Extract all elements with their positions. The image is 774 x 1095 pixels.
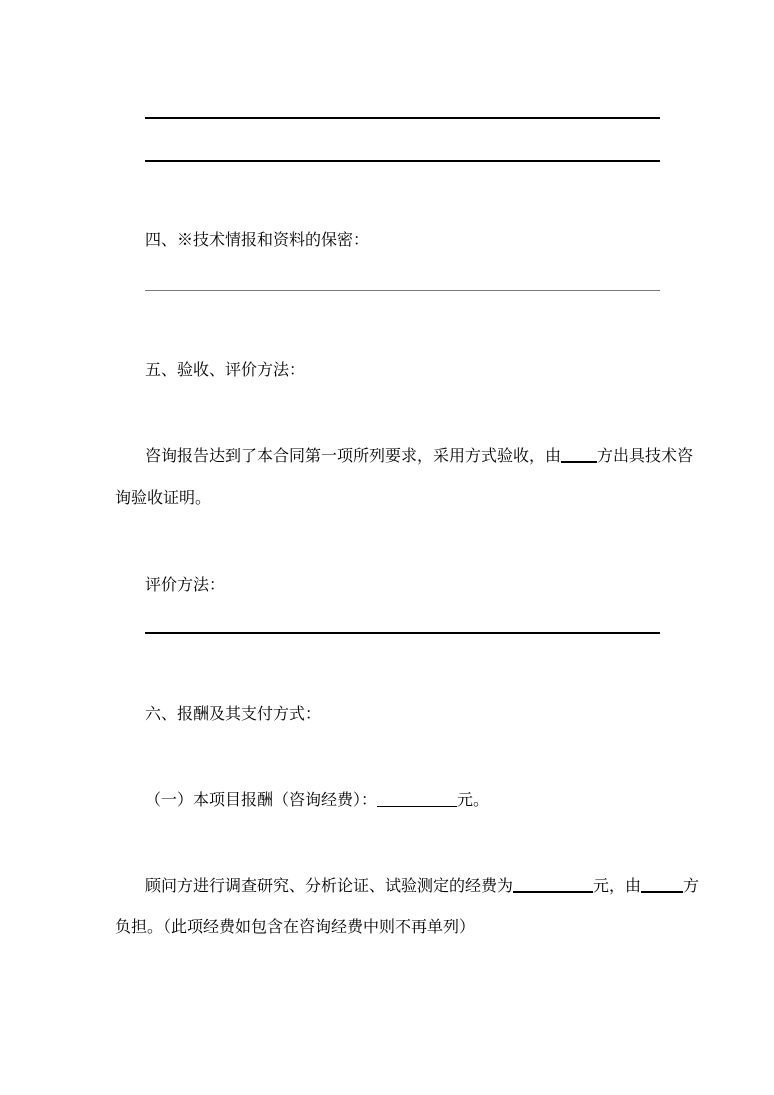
blank-field [641, 875, 683, 893]
fill-in-line [145, 160, 660, 162]
text: 方 [683, 876, 700, 895]
section-6-heading: 六、报酬及其支付方式： [145, 704, 322, 723]
text: 元。 [457, 790, 490, 809]
expense-paragraph-line-2: 负担。（此项经费如包含在咨询经费中则不再单列） [115, 917, 476, 936]
section-5-heading: 五、验收、评价方法： [145, 360, 306, 379]
text: 咨询报告达到了本合同第一项所列要求，采用方式验收，由 [145, 446, 562, 465]
fill-in-line [145, 117, 660, 119]
acceptance-paragraph-line-1 [145, 445, 693, 467]
evaluation-label: 评价方法： [145, 575, 226, 594]
fill-in-line [145, 632, 660, 634]
blank-field [561, 445, 597, 463]
blank-field [377, 790, 457, 807]
text: （一）本项目报酬（咨询经费）： [145, 790, 378, 809]
fill-in-line [145, 290, 660, 291]
fee-item-1 [145, 789, 489, 811]
blank-field [513, 875, 593, 893]
text: 元，由 [593, 876, 642, 895]
acceptance-paragraph-line-2: 询验收证明。 [115, 488, 212, 507]
section-4-heading: 四、※技术情报和资料的保密： [145, 230, 370, 249]
text: 顾问方进行调查研究、分析论证、试验测定的经费为 [145, 876, 514, 895]
expense-paragraph-line-1 [145, 875, 699, 897]
text: 方出具技术咨 [597, 446, 694, 465]
